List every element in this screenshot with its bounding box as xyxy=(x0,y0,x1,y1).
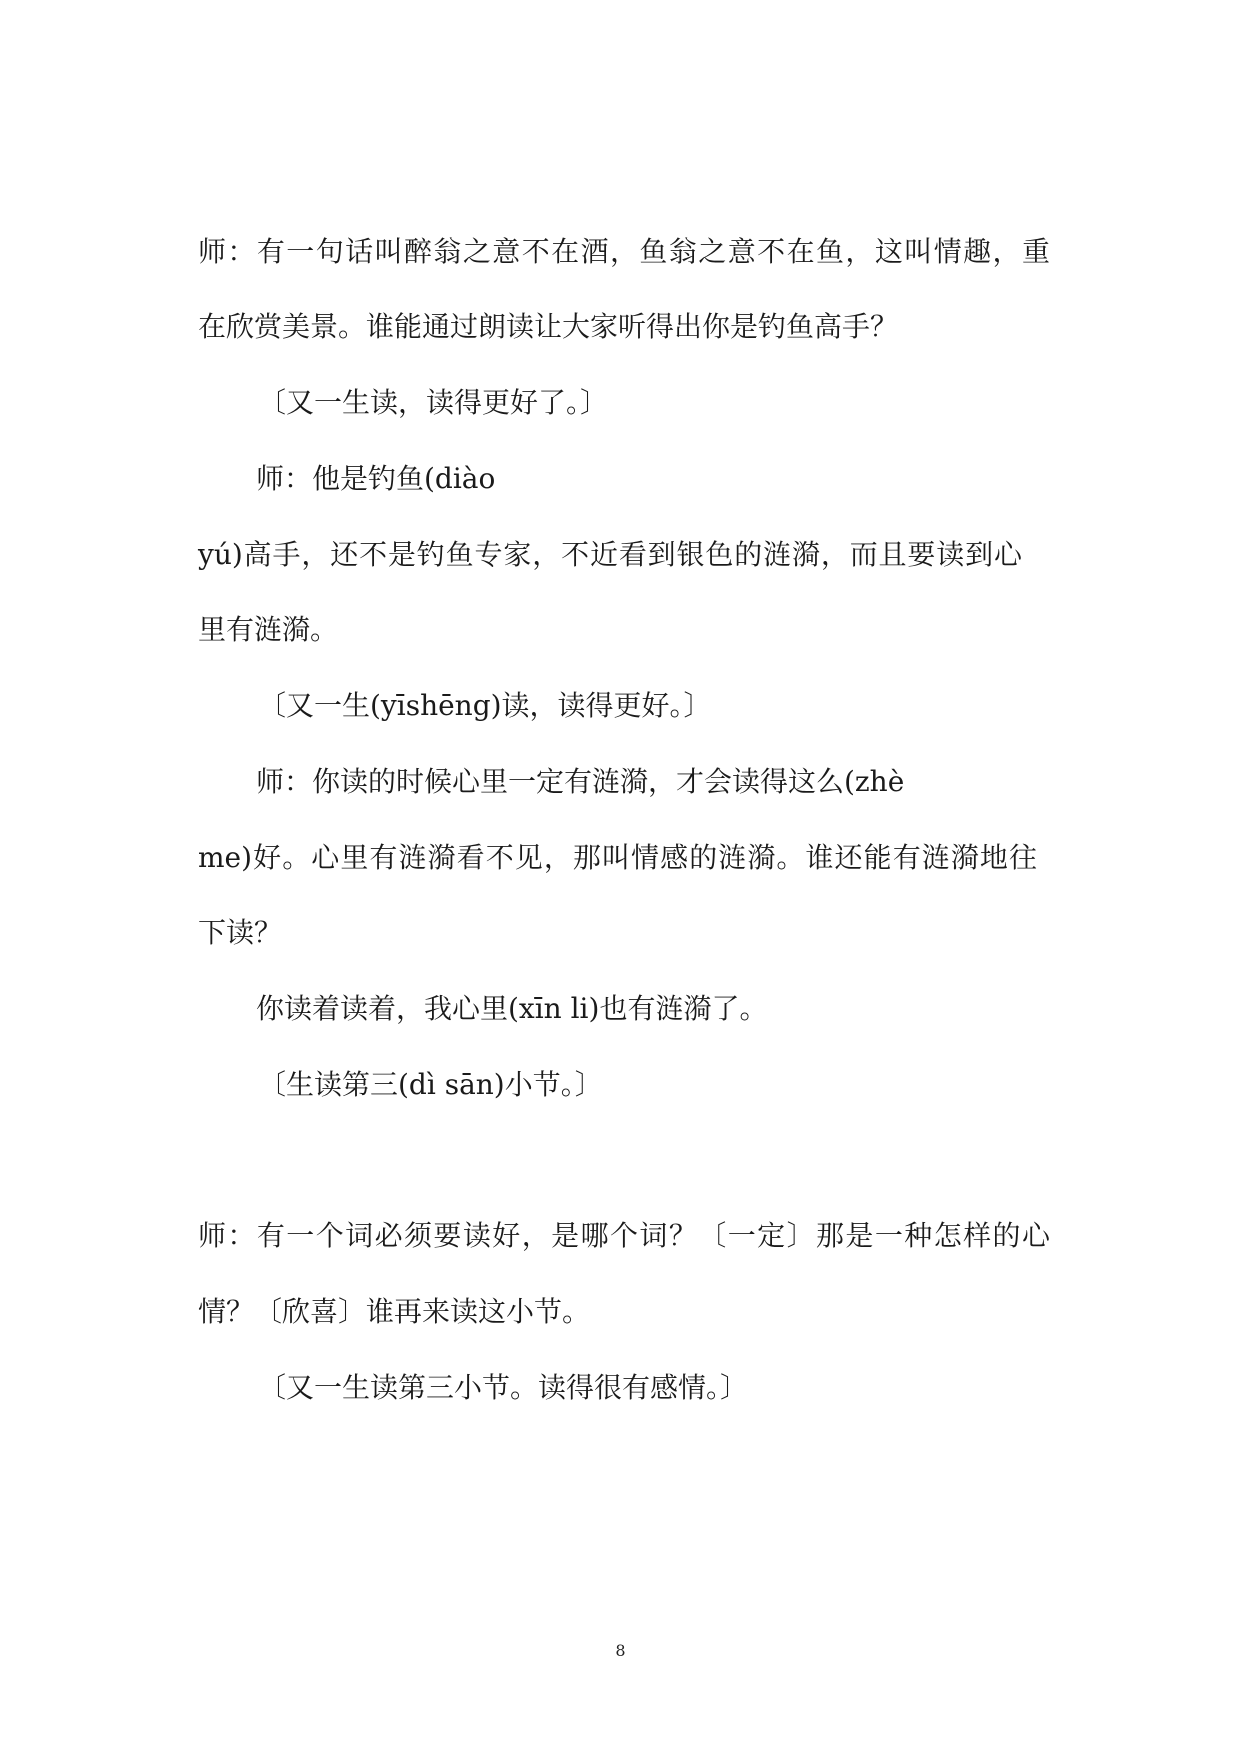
paragraph-line-5: yú)高手，还不是钓鱼专家，不近看到银色的涟漪，而且要读到心 xyxy=(198,538,1022,571)
stage-direction-line-7: 〔又一生(yīshēng)读，读得更好。〕 xyxy=(258,689,712,722)
paragraph-line-6: 里有涟漪。 xyxy=(198,613,339,646)
paragraph-line-10: 下读？ xyxy=(198,916,283,949)
paragraph-line-13: 师：有一个词必须要读好，是哪个词？〔一定〕那是一种怎样的心 xyxy=(198,1219,1050,1252)
stage-direction-line-3: 〔又一生读，读得更好了。〕 xyxy=(258,386,609,419)
paragraph-line-11: 你读着读着，我心里(xīn li)也有涟漪了。 xyxy=(256,992,768,1025)
stage-direction-line-12: 〔生读第三(dì sān)小节。〕 xyxy=(258,1068,603,1101)
paragraph-line-4: 师：他是钓鱼(diào xyxy=(256,462,496,495)
paragraph-line-14: 情？〔欣喜〕谁再来读这小节。 xyxy=(198,1295,591,1328)
stage-direction-line-15: 〔又一生读第三小节。读得很有感情。〕 xyxy=(258,1371,749,1404)
paragraph-line-8: 师：你读的时候心里一定有涟漪，才会读得这么(zhè xyxy=(256,765,905,798)
paragraph-line-9: me)好。心里有涟漪看不见，那叫情感的涟漪。谁还能有涟漪地往 xyxy=(198,841,1037,874)
paragraph-line-2: 在欣赏美景。谁能通过朗读让大家听得出你是钓鱼高手？ xyxy=(198,310,899,343)
paragraph-line-1: 师：有一句话叫醉翁之意不在酒，鱼翁之意不在鱼，这叫情趣，重 xyxy=(198,235,1050,268)
page-number: 8 xyxy=(615,1641,626,1660)
